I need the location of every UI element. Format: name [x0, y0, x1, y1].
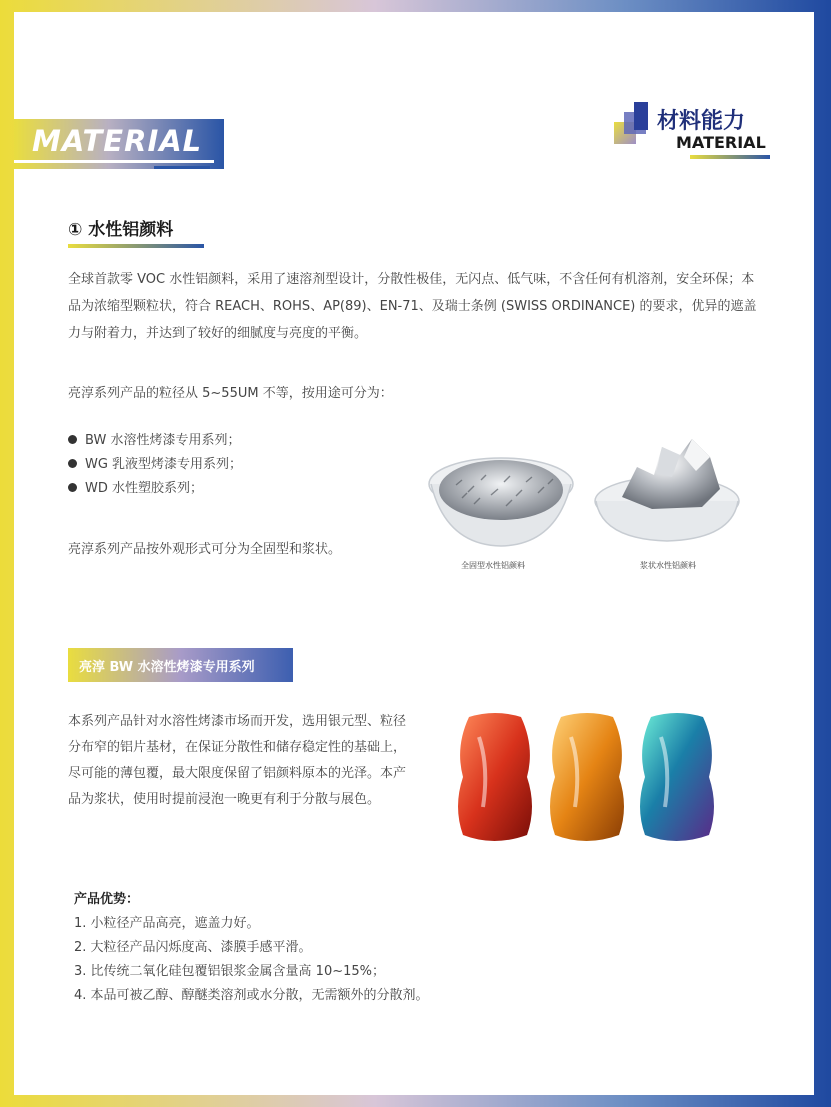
bullet-icon — [68, 483, 77, 492]
image-caption: 全固型水性铝颜料 — [461, 561, 525, 570]
section-title: 亮淳 BW 水溶性烤漆专用系列 — [79, 660, 255, 675]
bullet-icon — [68, 459, 77, 468]
advantages-list — [74, 912, 429, 1008]
list-item: WG 乳液型烤漆专用系列； — [68, 453, 398, 477]
advantages-title: 产品优势： — [74, 892, 140, 907]
intro-paragraph: 全球首款零 VOC 水性铝颜料，采用了速溶剂型设计，分散性极佳，无闪点、低气味，不含任何有机溶剂，安全环保；本品为浓缩型颗粒状，符合 REACH、ROHS、AP(89)、EN-71、及瑞士条例 (SWISS ORDINANCE) 的要求，优异的遮盖力与附着力，并达到了较好的细腻度与亮度的平衡。 — [68, 272, 757, 341]
banner-divider — [14, 160, 214, 163]
page-title: 材料能力 — [657, 109, 746, 134]
list-item: WD 水性塑胶系列； — [68, 477, 398, 501]
page-content — [14, 12, 814, 1095]
list-item: 3. 比传统二氧化硅包覆铝银浆金属含量高 10~15%； — [74, 964, 385, 979]
image-caption: 浆状水性铝颜料 — [640, 561, 696, 570]
size-note: 亮淳系列产品的粒径从 5~55UM 不等，按用途可分为： — [68, 386, 393, 401]
page-subtitle: MATERIAL — [676, 133, 766, 152]
list-item: 1. 小粒径产品高亮，遮盖力好。 — [74, 916, 260, 931]
list-item: 4. 本品可被乙醇、醇醚类溶剂或水分散，无需额外的分散剂。 — [74, 988, 429, 1003]
series-description: 本系列产品针对水溶性烤漆市场而开发，选用银元型、粒径分布窄的铝片基材，在保证分散性和储存稳定性的基础上，尽可能的薄包覆，最大限度保留了铝颜料原本的光泽。本产品为浆状，使用时提前浸泡一晚更有利于分散与展色。 — [68, 714, 407, 807]
paste-pigment-image — [592, 427, 742, 547]
bullet-icon — [68, 435, 77, 444]
solid-pigment-image — [426, 440, 576, 552]
list-item: 2. 大粒径产品闪烁度高、漆膜手感平滑。 — [74, 940, 312, 955]
banner-accent-line — [154, 166, 210, 169]
series-list — [68, 429, 398, 501]
section-title-underline — [68, 244, 204, 248]
form-note: 亮淳系列产品按外观形式可分为全固型和浆状。 — [68, 542, 342, 557]
section-title: ① 水性铝颜料 — [68, 220, 174, 240]
logo-bar-icon — [634, 102, 648, 130]
list-item: BW 水溶性烤漆专用系列； — [68, 429, 398, 453]
color-samples-image — [449, 707, 729, 847]
material-banner-text: MATERIAL — [32, 124, 203, 158]
title-underline — [690, 155, 770, 159]
